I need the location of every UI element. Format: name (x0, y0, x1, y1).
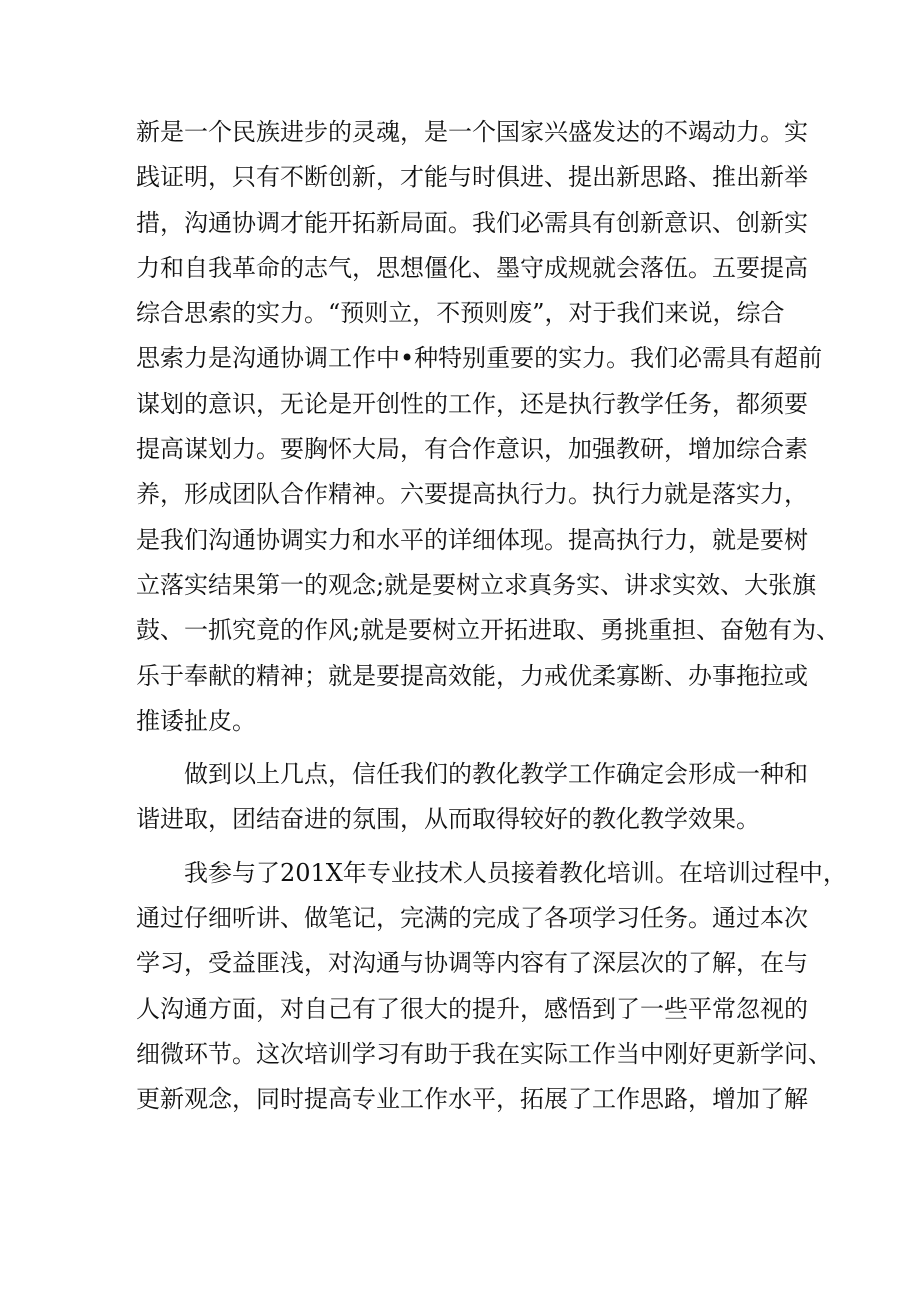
text-line: 是我们沟通协调实力和水平的详细体现。提高执行力，就是要树 (136, 525, 808, 554)
text-line: 新是一个民族进步的灵魂，是一个国家兴盛发达的不竭动力。实 (136, 118, 808, 146)
text-line: 乐于奉献的精神；就是要提高效能，力戒优柔寡断、办事拖拉或 (136, 661, 808, 690)
text-line: 谋划的意识，无论是开创性的工作，还是执行教学任务，都须要 (136, 389, 808, 418)
paragraph-spacer (136, 744, 796, 752)
text-line: 立落实结果第一的观念;就是要树立求真务实、讲求实效、大张旗 (136, 570, 817, 599)
text-line: 谐进取，团结奋进的氛围，从而取得较好的教化教学效果。 (136, 805, 760, 834)
text-line: 提高谋划力。要胸怀大局，有合作意识，加强教研，增加综合素 (136, 435, 808, 464)
paragraph-1 (136, 110, 841, 744)
paragraph-2 (136, 752, 808, 843)
text-line: 力和自我革命的志气，思想僵化、墨守成规就会落伍。五要提高 (136, 253, 808, 282)
paragraph-spacer (136, 843, 796, 851)
text-line: 鼓、一抓究竟的作风;就是要树立开拓进取、勇挑重担、奋勉有为、 (136, 616, 841, 645)
text-line: 通过仔细听讲、做笔记，完满的完成了各项学习任务。通过本次 (136, 904, 808, 933)
text-line: 措，沟通协调才能开拓新局面。我们必需具有创新意识、创新实 (136, 208, 808, 237)
text-line: 思索力是沟通协调工作中•种特别重要的实力。我们必需具有超前 (136, 344, 823, 373)
text-line: 人沟通方面，对自己有了很大的提升，感悟到了一些平常忽视的 (136, 994, 808, 1023)
text-line: 学习，受益匪浅，对沟通与协调等内容有了深层次的了解，在与 (136, 949, 808, 978)
text-line: 养，形成团队合作精神。六要提高执行力。执行力就是落实力， (136, 480, 808, 509)
document-body (136, 110, 847, 1123)
paragraph-3 (136, 851, 847, 1123)
text-line: 做到以上几点，信任我们的教化教学工作确定会形成一种和 (184, 760, 808, 789)
text-line: 细微环节。这次培训学习有助于我在实际工作当中刚好更新学问、 (136, 1039, 832, 1068)
text-line: 践证明，只有不断创新，才能与时俱进、提出新思路、推出新举 (136, 163, 808, 192)
text-line: 综合思索的实力。“预则立，不预则废”，对于我们来说，综合 (136, 299, 785, 328)
text-line: 更新观念，同时提高专业工作水平，拓展了工作思路，增加了解 (136, 1085, 808, 1114)
text-line: 推诿扯皮。 (136, 706, 256, 735)
text-line: 我参与了201X年专业技术人员接着教化培训。在培训过程中， (184, 858, 847, 887)
